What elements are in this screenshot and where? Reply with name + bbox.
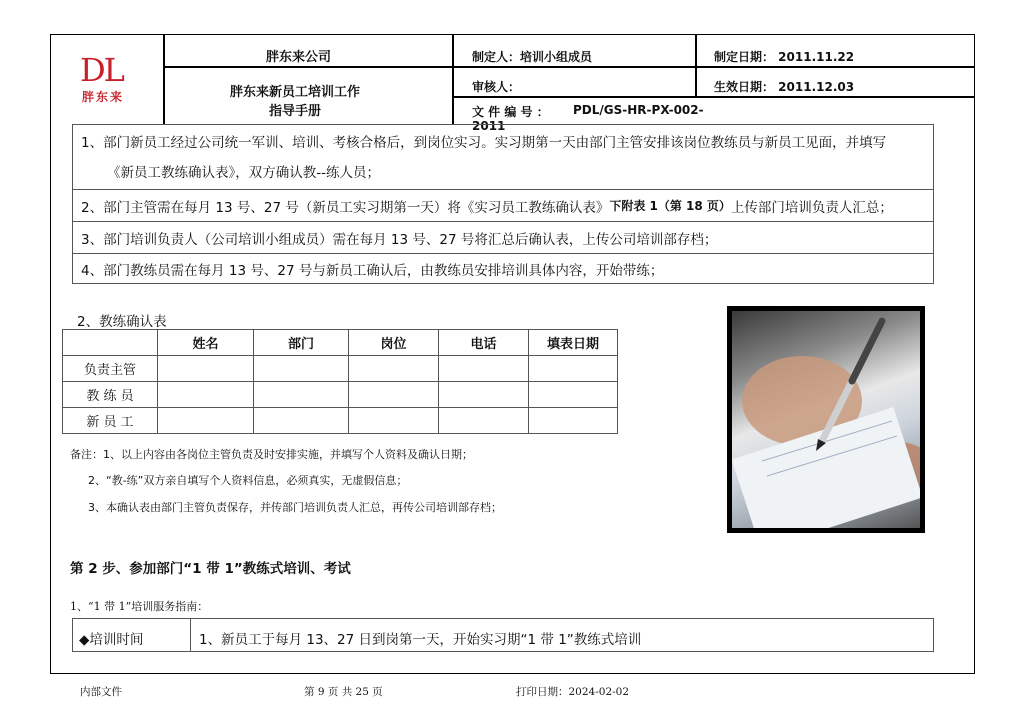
header-divider [163,66,975,68]
header-divider [452,96,975,98]
table-header: 部门 [254,330,349,356]
step-text: 2、部门主管需在每月 13 号、27 号（新员工实习期第一天）将《实习员工教练确认表》 [81,199,610,216]
table-header: 填表日期 [529,330,618,356]
table-cell[interactable] [254,382,349,408]
manual-title-2: 指导手册 [269,104,322,119]
step-item [73,253,933,284]
table-cell[interactable] [158,408,254,434]
table-header-row [63,330,618,356]
table-cell[interactable] [349,382,439,408]
table-header: 岗位 [349,330,439,356]
step2-heading: 第 2 步、参加部门“1 带 1”教练式培训、考试 [70,561,351,577]
doc-number: PDL/GS-HR-PX-002- [573,103,704,117]
step-item [73,189,933,221]
header-divider [163,34,165,124]
cell-divider [190,619,191,651]
doc-number-year: 2011 [472,119,506,133]
header-divider [452,34,454,124]
date-effective-field: 生效日期： 2011.12.03 [714,80,855,94]
footer-print-date: 打印日期：2024-02-02 [516,686,630,698]
pen-hand-illustration [732,311,920,528]
table-cell[interactable] [158,382,254,408]
step-list [72,124,934,284]
step-text: 3、部门培训负责人（公司培训小组成员）需在每月 13 号、27 号将汇总后确认表，上传公司培训部存档； [81,231,718,248]
doc-number-label: 文 件 编 号 ： [472,105,549,119]
table-cell[interactable] [254,408,349,434]
coach-confirm-table [62,329,618,434]
table-cell[interactable] [529,408,618,434]
note-line: 备注：1、以上内容由各岗位主管负责及时安排实施，并填写个人资料及确认日期； [70,448,473,461]
step-text-bold: 下附表 1（第 18 页） [609,199,731,213]
table-cell[interactable] [529,382,618,408]
manual-title: 胖东来新员工培训工作 [230,85,361,100]
table-header: 姓名 [158,330,254,356]
company-logo: DL [80,51,123,89]
table-cell[interactable] [254,356,349,382]
reviewer-field: 审核人： [472,80,521,94]
company-name: 胖东来公司 [266,50,332,65]
footer-page-number: 第 9 页 共 25 页 [304,686,383,698]
footer-internal: 内部文件 [80,686,122,698]
table-row [63,382,618,408]
step-text: 4、部门教练员需在每月 13 号、27 号与新员工确认后，由教练员安排培训具体内容，开始带练； [81,263,664,279]
training-time-text: 1、新员工于每月 13、27 日到岗第一天，开始实习期“1 带 1”教练式培训 [199,632,642,648]
row-label: 新 员 工 [63,408,158,434]
guide-title: 1、“1 带 1”培训服务指南： [70,600,209,613]
step-item [73,125,933,189]
table-row [63,356,618,382]
header-divider [695,34,697,96]
signing-photo-image [732,311,920,528]
step-item [73,221,933,253]
row-label: 负责主管 [63,356,158,382]
training-time-row [72,618,934,652]
author-field: 制定人：培训小组成员 [472,50,593,64]
table-cell[interactable] [349,356,439,382]
table-row [63,408,618,434]
row-label: 教 练 员 [63,382,158,408]
signing-photo [727,306,925,533]
table-header: 电话 [439,330,529,356]
training-time-label: ◆培训时间 [79,632,144,648]
table-cell[interactable] [439,382,529,408]
step-text: 上传部门培训负责人汇总； [730,199,893,216]
step-text: 1、部门新员工经过公司统一军训、培训、考核合格后，到岗位实习。实习期第一天由部门主管安排该岗位教练员与新员工见面，并填写 [81,135,887,151]
table-cell[interactable] [158,356,254,382]
section-title: 2、教练确认表 [77,314,167,330]
table-cell[interactable] [529,356,618,382]
note-line: 3、本确认表由部门主管负责保存，并传部门培训负责人汇总，再传公司培训部存档； [88,501,502,514]
table-cell[interactable] [349,408,439,434]
table-cell[interactable] [439,408,529,434]
step-text: 《新员工教练确认表》，双方确认教--练人员； [107,165,380,181]
table-cell [63,330,158,356]
company-logo-text: 胖东来 [82,90,125,104]
table-cell[interactable] [439,356,529,382]
date-made-field: 制定日期： 2011.11.22 [714,50,855,64]
note-line: 2、“教-练”双方亲自填写个人资料信息，必须真实，无虚假信息； [88,474,408,487]
